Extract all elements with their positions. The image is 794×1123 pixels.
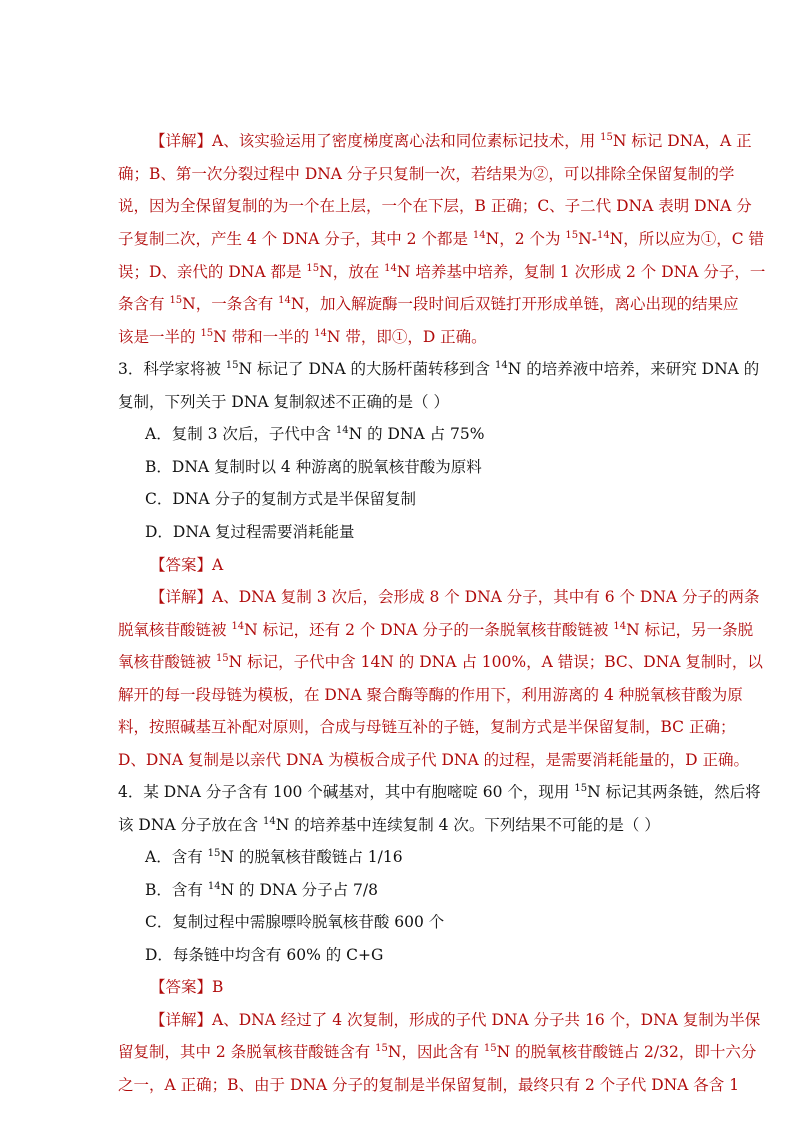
text-line: 氧核苷酸链被 $^{15}$N 标记，子代中含 14N 的 DNA 占 100%，A 错误；BC、DNA 复制时，以 xyxy=(118,653,763,671)
text-line: 【详解】A、DNA 经过了 4 次复制，形成的子代 DNA 分子共 16 个，DNA 复制为半保 xyxy=(150,1011,761,1029)
text-line: 条含有 $^{15}$N，一条含有 $^{14}$N，加入解旋酶一段时间后双链打开形成单链，离心出现的结果应 xyxy=(118,295,739,313)
text-line: D．每条链中均含有 60% 的 C+G xyxy=(145,946,384,964)
text-line: 确；B、第一次分裂过程中 DNA 分子只复制一次，若结果为②，可以排除全保留复制的学 xyxy=(118,165,735,183)
text-line: 【答案】B xyxy=(150,978,224,996)
text-line: B．DNA 复制时以 4 种游离的脱氧核苷酸为原料 xyxy=(145,458,482,476)
text-line: D、DNA 复制是以亲代 DNA 为模板合成子代 DNA 的过程，是需要消耗能量的，D 正确。 xyxy=(118,751,749,769)
text-line: 复制，下列关于 DNA 复制叙述不正确的是（ ） xyxy=(118,393,449,411)
text-line: 【详解】A、DNA 复制 3 次后，会形成 8 个 DNA 分子，其中有 6 个 DNA 分子的两条 xyxy=(150,588,760,606)
text-line: 4．某 DNA 分子含有 100 个碱基对，其中有胞嘧啶 60 个，现用 $^{15}$N 标记其两条链，然后将 xyxy=(118,783,761,801)
text-line: 误；D、亲代的 DNA 都是 $^{15}$N，放在 $^{14}$N 培养基中培养，复制 1 次形成 2 个 DNA 分子，一 xyxy=(118,263,766,281)
text-line: 该 DNA 分子放在含 $^{14}$N 的培养基中连续复制 4 次。下列结果不可能的是（ ） xyxy=(118,816,660,834)
text-line: 【详解】A、该实验运用了密度梯度离心法和同位素标记技术，用 $^{15}$N 标记 DNA，A 正 xyxy=(150,132,752,150)
text-line: 解开的每一段母链为模板，在 DNA 聚合酶等酶的作用下，利用游离的 4 种脱氧核苷酸为原 xyxy=(118,686,743,704)
text-line: 料，按照碱基互补配对原则，合成与母链互补的子链，复制方式是半保留复制，BC 正确； xyxy=(118,718,736,736)
text-line: 之一，A 正确；B、由于 DNA 分子的复制是半保留复制，最终只有 2 个子代 DNA 各含 1 xyxy=(118,1076,740,1094)
text-line: 脱氧核苷酸链被 $^{14}$N 标记，还有 2 个 DNA 分子的一条脱氧核苷酸链被 $^{14}$N 标记，另一条脱 xyxy=(118,621,754,639)
text-line: 留复制，其中 2 条脱氧核苷酸链含有 $^{15}$N，因此含有 $^{15}$N 的脱氧核苷酸链占 2/32，即十六分 xyxy=(118,1043,757,1061)
text-line: A．复制 3 次后，子代中含 $^{14}$N 的 DNA 占 75% xyxy=(145,425,485,443)
text-line: 【答案】A xyxy=(150,556,224,574)
text-line: A．含有 $^{15}$N 的脱氧核苷酸链占 1/16 xyxy=(145,848,403,866)
text-line: 该是一半的 $^{15}$N 带和一半的 $^{14}$N 带，即①，D 正确。 xyxy=(118,328,487,346)
text-line: 3．科学家将被 $^{15}$N 标记了 DNA 的大肠杆菌转移到含 $^{14}$N 的培养液中培养，来研究 DNA 的 xyxy=(118,360,760,378)
text-line: C．复制过程中需腺嘌呤脱氧核苷酸 600 个 xyxy=(145,913,445,931)
text-line: 说，因为全保留复制的为一个在上层，一个在下层，B 正确；C、子二代 DNA 表明 DNA 分 xyxy=(118,197,752,215)
text-line: 子复制二次，产生 4 个 DNA 分子，其中 2 个都是 $^{14}$N，2 个为 $^{15}$N-$^{14}$N，所以应为①，C 错 xyxy=(118,230,765,248)
text-line: C．DNA 分子的复制方式是半保留复制 xyxy=(145,490,416,508)
text-line: B．含有 $^{14}$N 的 DNA 分子占 7/8 xyxy=(145,881,378,899)
text-line: D．DNA 复过程需要消耗能量 xyxy=(145,523,355,541)
